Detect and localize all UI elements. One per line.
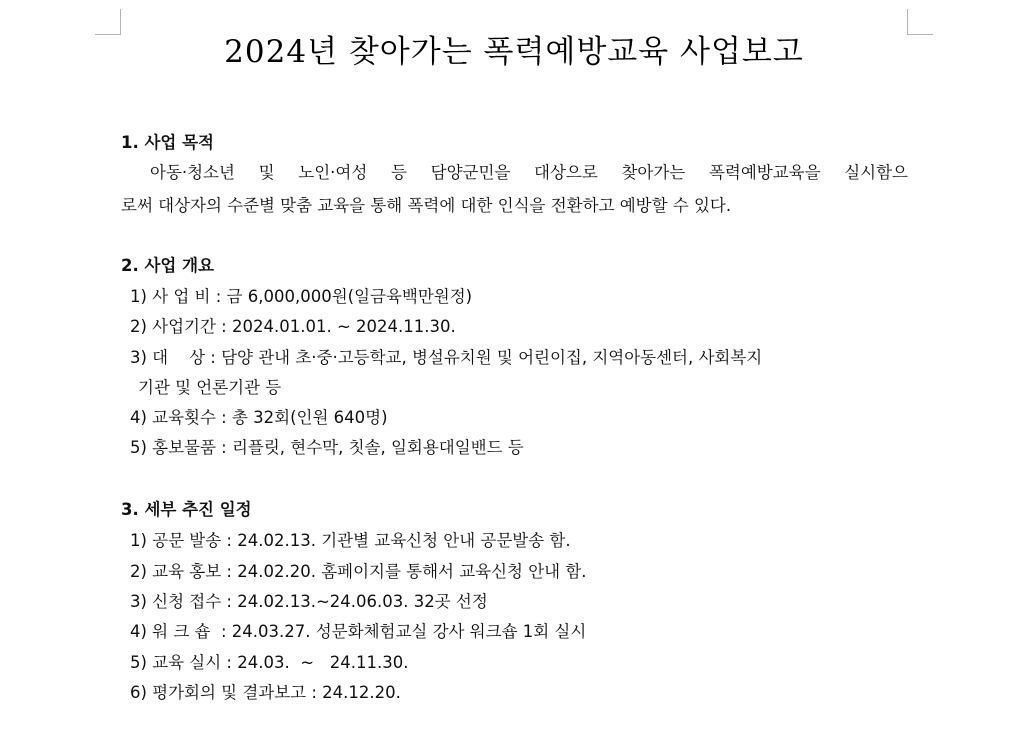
section-2-item-target: 3) 대 상 : 담양 관내 초·중·고등학교, 병설유치원 및 어린이집, 지역아동센터, 사회복지 [130,348,763,367]
section-1-heading: 1. 사업 목적 [121,133,214,152]
schedule-item-official-letter: 1) 공문 발송 : 24.02.13. 기관별 교육신청 안내 공문발송 함. [130,531,571,550]
section-2-item-sessions: 4) 교육횟수 : 총 32회(인원 640명) [130,408,388,427]
section-3-heading: 3. 세부 추진 일정 [121,500,252,519]
section-1-body-line-2: 로써 대상자의 수준별 맞춤 교육을 통해 폭력에 대한 인식을 전환하고 예방할 수 있다. [121,196,732,215]
section-2-item-promo-items: 5) 홍보물품 : 리플릿, 현수막, 칫솔, 일회용대일밴드 등 [130,438,524,457]
schedule-item-promotion: 2) 교육 홍보 : 24.02.20. 홈페이지를 통해서 교육신청 안내 함. [130,562,587,581]
section-2-item-target-continued: 기관 및 언론기관 등 [138,378,282,397]
section-2-item-budget: 1) 사 업 비 : 금 6,000,000원(일금육백만원정) [130,287,473,306]
schedule-item-application: 3) 신청 접수 : 24.02.13.~24.06.03. 32곳 선정 [130,592,488,611]
schedule-item-evaluation: 6) 평가회의 및 결과보고 : 24.12.20. [130,683,401,702]
section-1-body-line-1: 아동·청소년 및 노인·여성 등 담양군민을 대상으로 찾아가는 폭력예방교육을 실시함으 [150,163,908,182]
document-title: 2024년 찾아가는 폭력예방교육 사업보고 [224,34,804,70]
schedule-item-education: 5) 교육 실시 : 24.03. ~ 24.11.30. [130,653,409,672]
section-2-item-period: 2) 사업기간 : 2024.01.01. ~ 2024.11.30. [130,317,456,336]
section-2-heading: 2. 사업 개요 [121,256,214,275]
schedule-item-workshop: 4) 워 크 숍 : 24.03.27. 성문화체험교실 강사 워크숍 1회 실시 [130,622,587,641]
